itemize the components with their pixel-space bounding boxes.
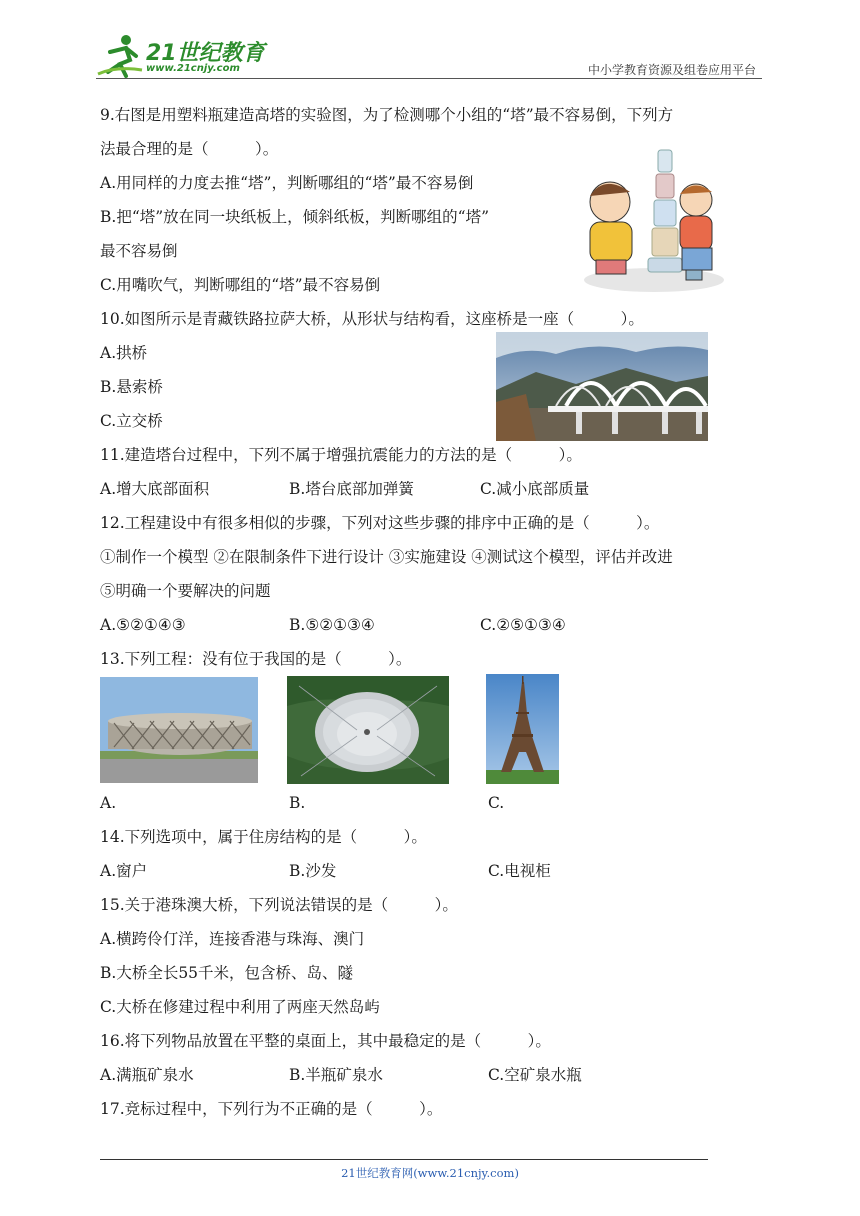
q12-steps-line2: ⑤明确一个要解决的问题 — [100, 582, 271, 600]
logo-url-text: www.21cnjy.com — [146, 63, 240, 74]
header-platform-text: 中小学教育资源及组卷应用平台 — [587, 63, 756, 77]
q13-option-c: C. — [488, 794, 505, 812]
footer-site-text: 21世纪教育网(www.21cnjy.com) — [341, 1166, 519, 1180]
q9-option-b-line1: B.把“塔”放在同一块纸板上，倾斜纸板，判断哪组的“塔” — [100, 208, 490, 226]
q16-option-b: B.半瓶矿泉水 — [289, 1066, 383, 1084]
q10-option-c: C.立交桥 — [100, 412, 163, 430]
q16-option-a: A.满瓶矿泉水 — [100, 1066, 194, 1084]
q15-option-a: A.横跨伶仃洋，连接香港与珠海、澳门 — [100, 930, 365, 948]
q10-option-b: B.悬索桥 — [100, 378, 163, 396]
q11-option-c: C.减小底部质量 — [480, 480, 590, 498]
q12-option-a: A.⑤②①④③ — [100, 616, 186, 634]
q9-stem-line2: 法最合理的是（ ）。 — [100, 140, 279, 158]
footer-divider — [100, 1159, 708, 1160]
runner-logo-icon — [96, 32, 144, 78]
site-logo — [96, 32, 266, 80]
q11-option-b: B.塔台底部加弹簧 — [289, 480, 414, 498]
q9-stem-line1: 9.右图是用塑料瓶建造高塔的实验图，为了检测哪个小组的“塔”最不容易倒，下列方 — [100, 106, 674, 124]
q11-option-a: A.增大底部面积 — [100, 480, 210, 498]
q14-stem: 14.下列选项中，属于住房结构的是（ ）。 — [100, 828, 427, 846]
logo-main-text: 21世纪教育 — [146, 41, 265, 66]
fast-telescope-photo — [287, 676, 449, 784]
q15-option-c: C.大桥在修建过程中利用了两座天然岛屿 — [100, 998, 380, 1016]
q13-stem: 13.下列工程：没有位于我国的是（ ）。 — [100, 650, 412, 668]
q15-option-b: B.大桥全长55千米，包含桥、岛、隧 — [100, 964, 354, 982]
q11-stem: 11.建造塔台过程中，下列不属于增强抗震能力的方法的是（ ）。 — [100, 446, 582, 464]
q14-option-c: C.电视柜 — [488, 862, 551, 880]
birds-nest-stadium-photo — [100, 677, 258, 783]
q15-stem: 15.关于港珠澳大桥，下列说法错误的是（ ）。 — [100, 896, 458, 914]
q13-option-a: A. — [100, 794, 117, 812]
eiffel-tower-photo — [486, 674, 559, 784]
q12-stem: 12.工程建设中有很多相似的步骤，下列对这些步骤的排序中正确的是（ ）。 — [100, 514, 660, 532]
bottle-tower-illustration — [574, 140, 726, 296]
q16-option-c: C.空矿泉水瓶 — [488, 1066, 582, 1084]
q12-option-b: B.⑤②①③④ — [289, 616, 375, 634]
q10-option-a: A.拱桥 — [100, 344, 148, 362]
q9-option-a: A.用同样的力度去推“塔”，判断哪组的“塔”最不容易倒 — [100, 174, 474, 192]
q14-option-b: B.沙发 — [289, 862, 337, 880]
q17-stem: 17.竞标过程中，下列行为不正确的是（ ）。 — [100, 1100, 443, 1118]
q9-option-b-line2: 最不容易倒 — [100, 242, 178, 260]
header-divider — [96, 78, 762, 79]
q12-steps-line1: ①制作一个模型 ②在限制条件下进行设计 ③实施建设 ④测试这个模型，评估并改进 — [100, 548, 673, 566]
lhasa-arch-bridge-photo — [496, 332, 708, 441]
q9-option-c: C.用嘴吹气，判断哪组的“塔”最不容易倒 — [100, 276, 381, 294]
q14-option-a: A.窗户 — [100, 862, 148, 880]
q12-option-c: C.②⑤①③④ — [480, 616, 566, 634]
q13-option-b: B. — [289, 794, 306, 812]
q10-stem: 10.如图所示是青藏铁路拉萨大桥，从形状与结构看，这座桥是一座（ ）。 — [100, 310, 644, 328]
q16-stem: 16.将下列物品放置在平整的桌面上，其中最稳定的是（ ）。 — [100, 1032, 551, 1050]
